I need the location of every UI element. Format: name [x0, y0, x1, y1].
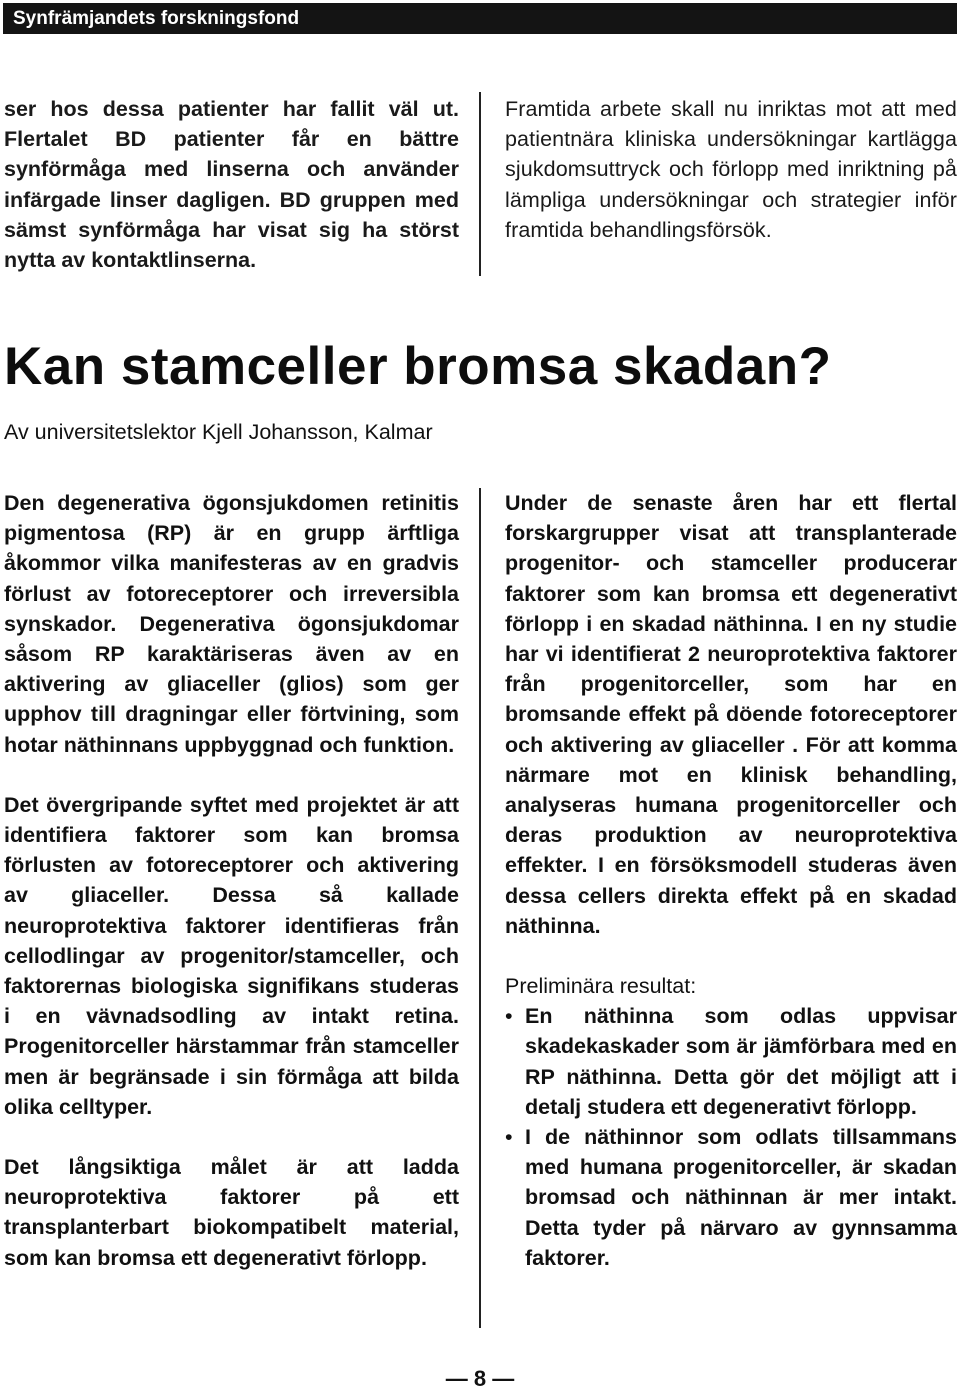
- results-item-text: En näthinna som odlas uppvisar skadekaskader som är jämförbara med en RP näthinna. Detta gör det möjligt att i detalj studera ett degenerativt förlopp.: [525, 1004, 957, 1119]
- article-right-column: [505, 488, 957, 1273]
- publication-header-bar: [3, 3, 957, 34]
- article-left-column: [4, 488, 459, 1273]
- column-divider-top: [479, 92, 481, 276]
- bullet-icon: •: [505, 1125, 513, 1150]
- article-title: Kan stamceller bromsa skadan?: [4, 337, 832, 396]
- article-paragraph: Den degenerativa ögonsjukdomen retinitis pigmentosa (RP) är en grupp ärftliga åkommor vilka manifesteras av en gradvis förlust av fotoreceptorer och irreversibla synskador. Degenerativa ögonsjukdomar såsom RP karaktäriseras även av en aktivering av gliaceller (glios) som ger upphov till dragningar eller förtvining, som hotar näthinnans uppbyggnad och funktion.: [4, 491, 459, 757]
- article-byline: Av universitetslektor Kjell Johansson, Kalmar: [4, 420, 433, 444]
- publication-title: Synfrämjandets forskningsfond: [13, 8, 300, 29]
- page-number: — 8 —: [445, 1366, 515, 1391]
- column-divider-bottom: [479, 488, 481, 1328]
- results-list: [505, 1001, 957, 1273]
- results-heading: Preliminära resultat:: [505, 974, 697, 999]
- article-paragraph: Det övergripande syftet med projektet är att identifiera faktorer som kan bromsa förlusten av fotoreceptorer och aktivering av gliaceller. Dessa så kallade neuroprotektiva faktorer identifieras från cellodlingar av progenitor/stamceller, och faktorernas biologiska signifikans studeras i en vävnadsodling av intakt retina. Progenitorceller härstammar från stamceller men är begränsade i sin förmåga att bilda olika celltyper.: [4, 792, 459, 1119]
- article-paragraph: Under de senaste åren har ett flertal forskargrupper visat att transplanterade progenitor- och stamceller producerar faktorer som kan bromsa ett degenerativt förlopp i en skadad näthinna. I en ny studie har vi identifierat 2 neuroprotektiva faktorer från progenitorceller, som har en bromsande effekt på döende fotoreceptorer och aktivering av gliaceller . För att komma närmare mot en klinisk behandling, analyseras humana progenitorceller och deras produktion av neuroprotektiva effekter. I en försöksmodell studeras även dessa cellers direkta effekt på en skadad näthinna.: [505, 491, 957, 938]
- previous-article-end-text: [4, 94, 459, 275]
- bullet-icon: •: [505, 1004, 513, 1029]
- previous-article-paragraph: ser hos dessa patienter har fallit väl ut. Flertalet BD patienter får en bättre synförmåga med linserna och använder infärgade linser dagligen. BD gruppen med sämst synförmåga har visat sig ha störst nytta av kontaktlinserna.: [4, 97, 459, 273]
- future-work-paragraph: Framtida arbete skall nu inriktas mot att med patientnära kliniska undersökningar kartlägga sjukdomsuttryck och förlopp med inriktning på lämpliga undersökningar och strategier inför framtida behandlingsförsök.: [505, 97, 957, 242]
- results-list-item: [505, 1001, 957, 1122]
- results-item-text: I de näthinnor som odlats tillsammans med humana progenitorceller, är skadan bromsad och näthinnan är mer intakt. Detta tyder på närvaro av gynnsamma faktorer.: [525, 1125, 957, 1270]
- results-list-item: [505, 1122, 957, 1273]
- article-paragraph: Det långsiktiga målet är att ladda neuroprotektiva faktorer på ett transplanterbart biokompatibelt material, som kan bromsa ett degenerativt förlopp.: [4, 1155, 459, 1270]
- previous-article-future-work: [505, 94, 957, 245]
